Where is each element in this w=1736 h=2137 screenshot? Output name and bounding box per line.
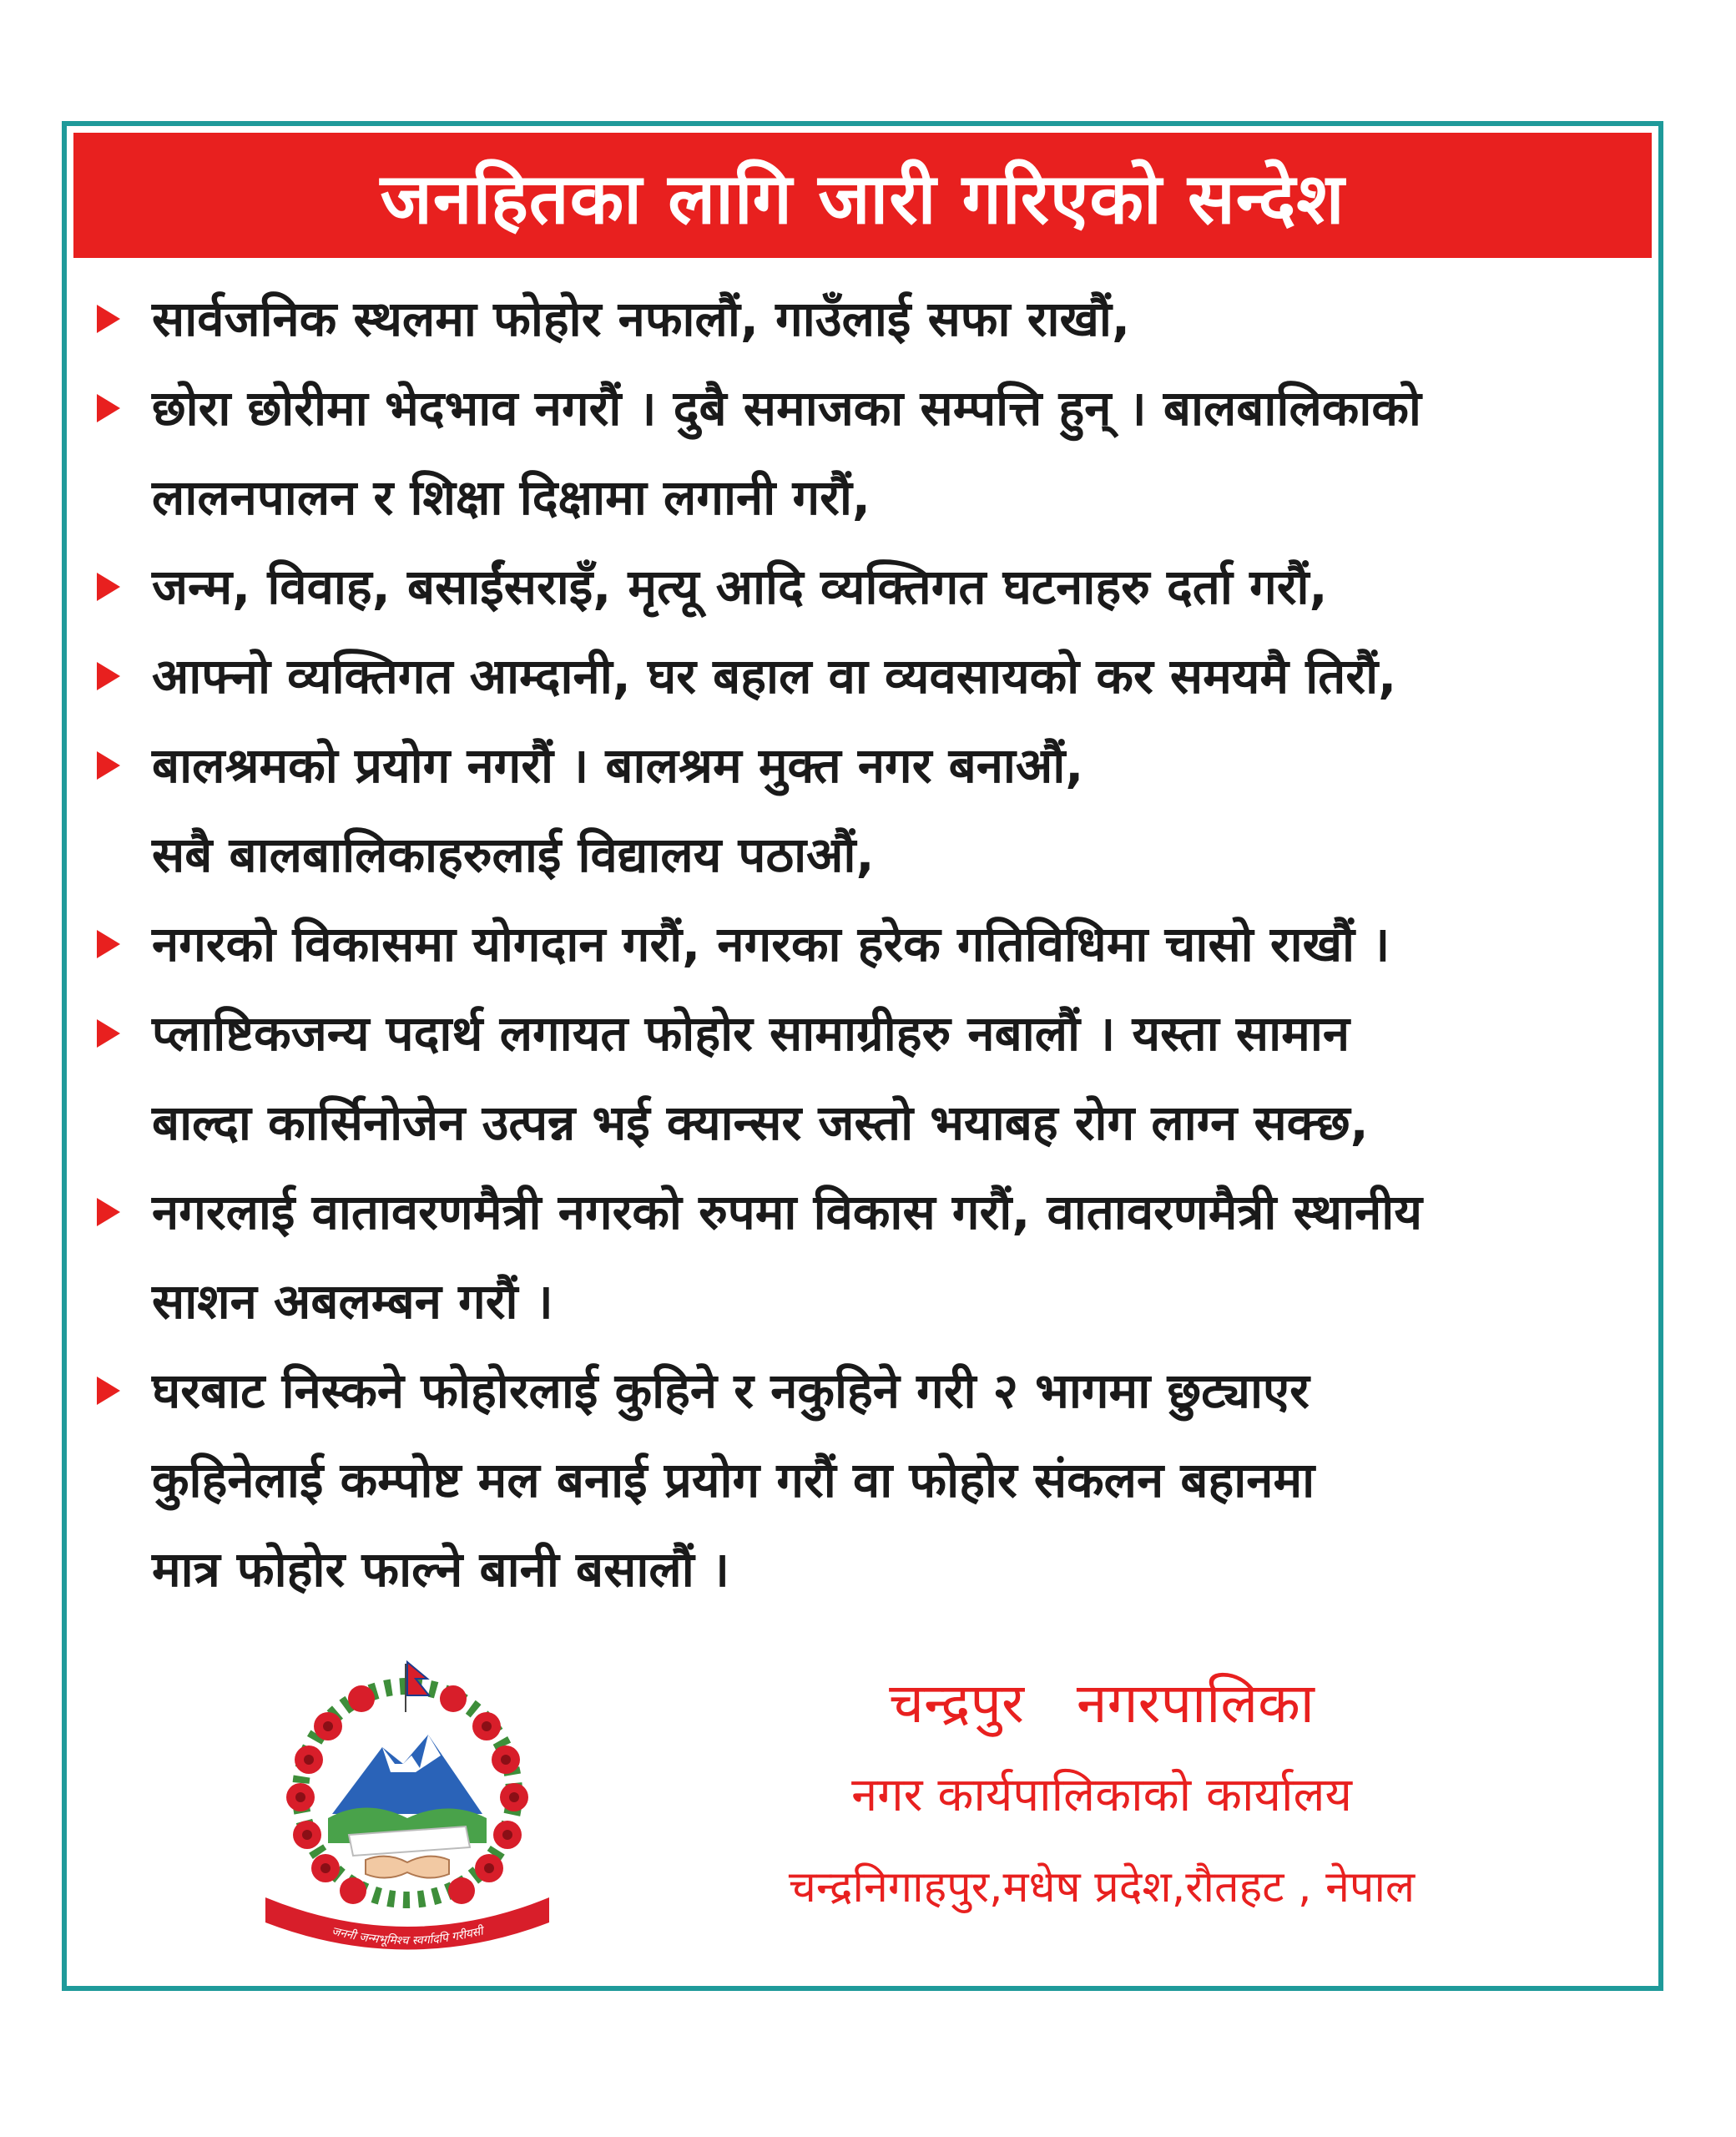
message-line: आफ्नो व्यक्तिगत आम्दानी, घर बहाल वा व्यवसायको कर समयमै तिरौं, <box>152 648 1397 705</box>
office-name: नगर कार्यपालिकाको कार्यालय <box>851 1768 1352 1822</box>
message-item <box>88 275 1647 364</box>
message-line: नगरलाई वातावरणमैत्री नगरको रुपमा विकास गरौं, वातावरणमैत्री स्थानीय <box>152 1184 1422 1240</box>
message-line: प्लाष्टिकजन्य पदार्थ लगायत फोहोर सामाग्रीहरु नबालौं । यस्ता सामान <box>152 1005 1350 1062</box>
message-line: बालश्रमको प्रयोग नगरौं । बालश्रम मुक्त नगर बनाऔं, <box>152 737 1084 794</box>
municipality-name: चन्द्रपुर नगरपालिका <box>889 1671 1315 1735</box>
triangle-bullet-icon <box>97 1019 120 1048</box>
triangle-bullet-icon <box>97 573 120 601</box>
notice-title: जनहितका लागि जारी गरिएको सन्देश <box>380 157 1345 240</box>
message-line: साशन अबलम्बन गरौं । <box>152 1273 553 1330</box>
triangle-bullet-icon <box>97 305 120 333</box>
message-line: लालनपालन र शिक्षा दिक्षामा लगानी गरौं, <box>152 469 871 526</box>
message-item <box>88 721 1647 900</box>
message-item <box>88 989 1647 1168</box>
message-line: कुहिनेलाई कम्पोष्ट मल बनाई प्रयोग गरौं वा फोहोर संकलन बहानमा <box>152 1452 1315 1508</box>
message-line: जन्म, विवाह, बसाईंसराइँ, मृत्यू आदि व्यक्तिगत घटनाहरु दर्ता गरौं, <box>152 558 1328 615</box>
message-item <box>88 543 1647 632</box>
triangle-bullet-icon <box>97 394 120 422</box>
message-item <box>88 364 1647 543</box>
office-address: चन्द्रनिगाहपुर,मधेष प्रदेश,रौतहट , नेपाल <box>788 1862 1416 1912</box>
message-line: नगरको विकासमा योगदान गरौं, नगरका हरेक गतिविधिमा चासो राखौं । <box>152 916 1390 973</box>
message-line: छोरा छोरीमा भेदभाव नगरौं । दुबै समाजका सम्पत्ति हुन् । बालबालिकाको <box>152 380 1421 437</box>
title-banner <box>73 133 1652 258</box>
nepal-flag-icon <box>406 1662 429 1712</box>
message-line: बाल्दा कार्सिनोजेन उत्पन्न भई क्यान्सर जस्तो भयाबह रोग लाग्न सक्छ, <box>152 1094 1369 1151</box>
emblem-motto: जननी जन्मभूमिश्च स्वर्गादपि गरीयसी <box>330 1924 485 1948</box>
message-line: सार्वजनिक स्थलमा फोहोर नफालौं, गाउँलाई सफा राखौं, <box>152 290 1130 347</box>
message-line: मात्र फोहोर फाल्ने बानी बसालौं । <box>152 1541 729 1598</box>
message-item <box>88 1168 1647 1346</box>
notice-frame <box>62 121 1663 1991</box>
triangle-bullet-icon <box>97 930 120 958</box>
triangle-bullet-icon <box>97 662 120 690</box>
nepal-emblem-icon <box>249 1647 566 1956</box>
message-line: सबै बालबालिकाहरुलाई विद्यालय पठाऔं, <box>152 826 875 883</box>
mountain-icon <box>332 1735 482 1814</box>
message-item <box>88 632 1647 721</box>
issuer-block <box>601 1658 1602 1933</box>
triangle-bullet-icon <box>97 1198 120 1226</box>
message-line: घरबाट निस्कने फोहोरलाई कुहिने र नकुहिने गरी २ भागमा छुट्याएर <box>152 1362 1310 1419</box>
message-item <box>88 900 1647 989</box>
triangle-bullet-icon <box>97 751 120 780</box>
triangle-bullet-icon <box>97 1377 120 1405</box>
handshake-icon <box>366 1857 449 1878</box>
message-list <box>88 275 1647 1614</box>
message-item <box>88 1346 1647 1614</box>
